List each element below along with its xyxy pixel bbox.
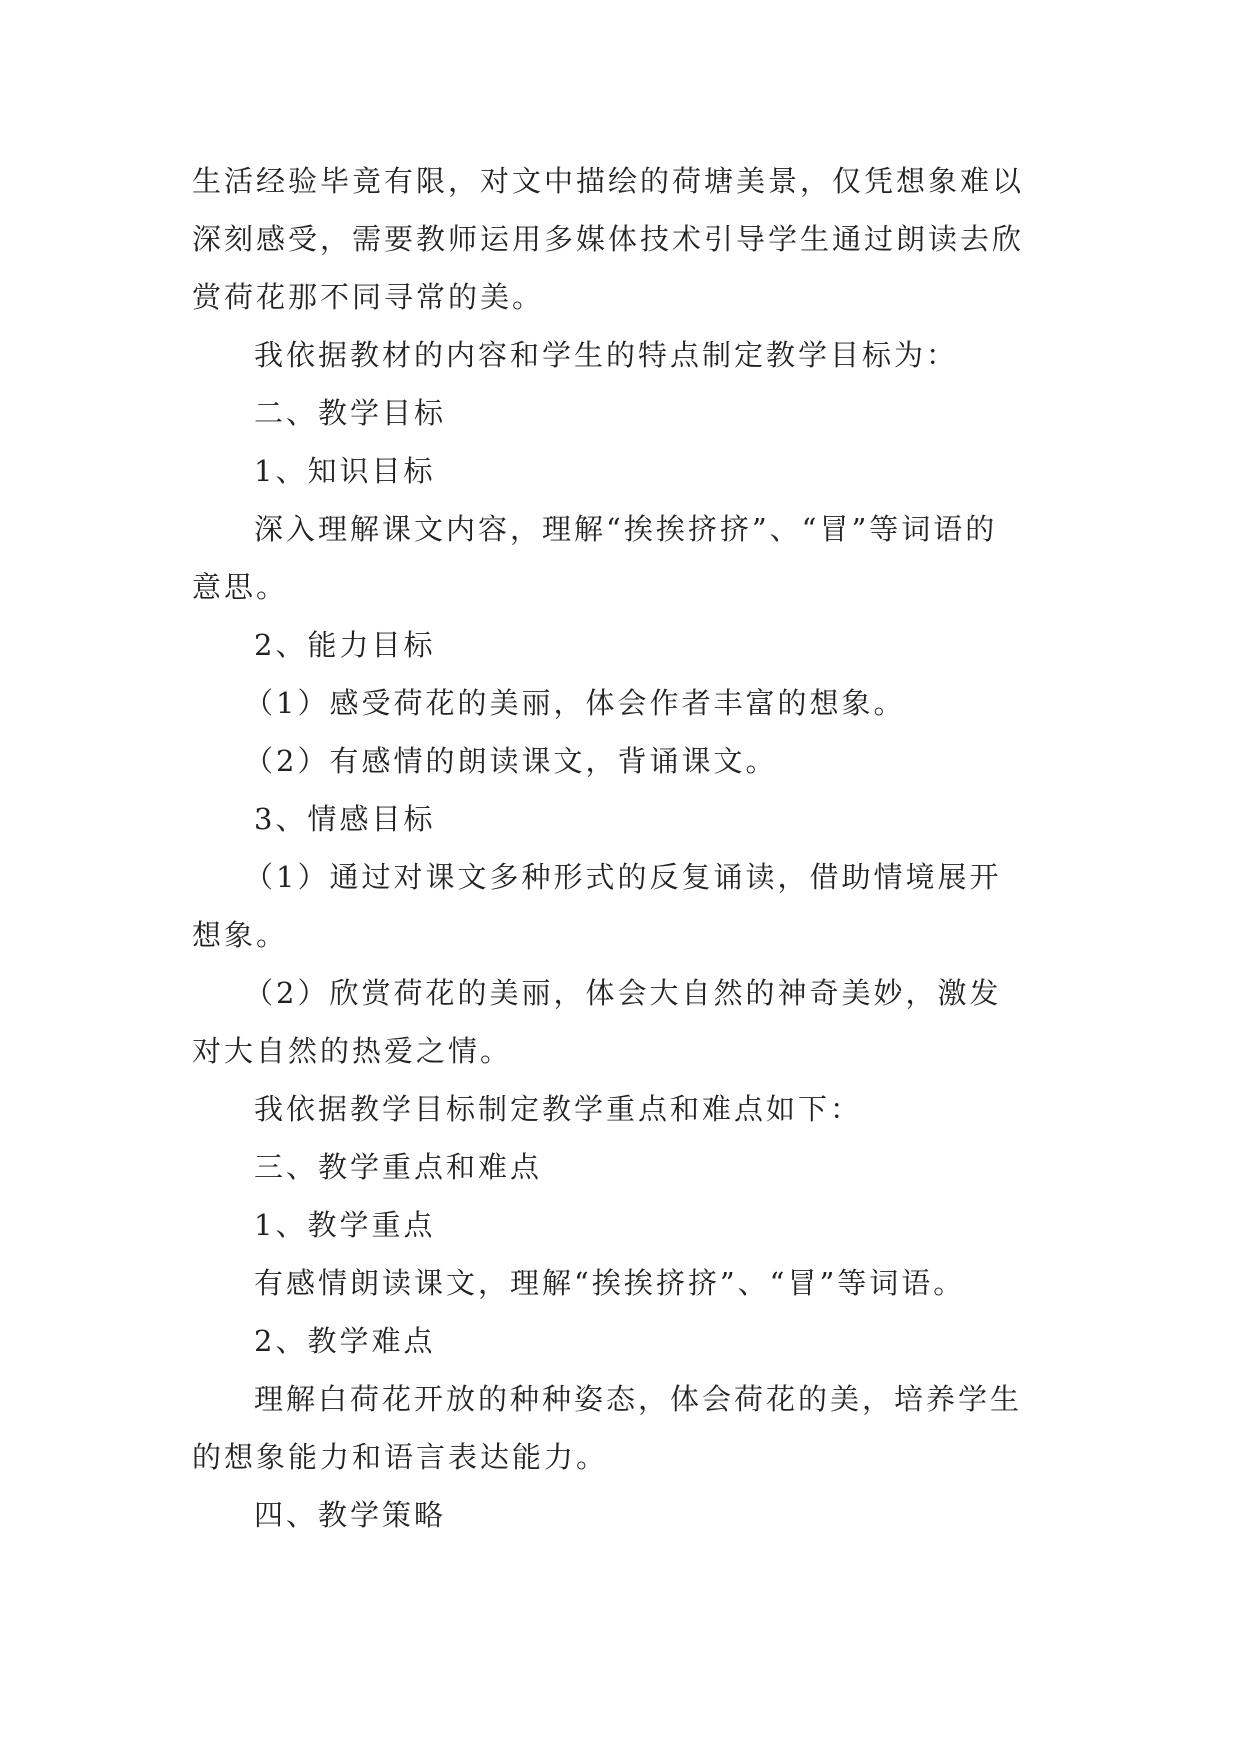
list-item: （1）通过对课文多种形式的反复诵读，借助情境展开 xyxy=(244,860,1002,894)
section-heading: 四、教学策略 xyxy=(254,1498,447,1532)
paragraph-line: 深刻感受，需要教师运用多媒体技术引导学生通过朗读去欣 xyxy=(192,222,1025,256)
paragraph-line: 对大自然的热爱之情。 xyxy=(192,1034,513,1068)
paragraph-line: 意思。 xyxy=(192,570,289,604)
paragraph-line: 深入理解课文内容，理解“挨挨挤挤”、“冒”等词语的 xyxy=(254,512,998,546)
list-item: （1）感受荷花的美丽，体会作者丰富的想象。 xyxy=(244,686,906,720)
subsection-heading: 2、能力目标 xyxy=(254,628,436,662)
list-item: （2）有感情的朗读课文，背诵课文。 xyxy=(244,744,778,778)
paragraph-line: 有感情朗读课文，理解“挨挨挤挤”、“冒”等词语。 xyxy=(254,1266,966,1300)
paragraph-line: 理解白荷花开放的种种姿态，体会荷花的美，培养学生 xyxy=(254,1382,1023,1416)
paragraph-line: 想象。 xyxy=(192,918,289,952)
subsection-heading: 3、情感目标 xyxy=(254,802,436,836)
paragraph-line: 生活经验毕竟有限，对文中描绘的荷塘美景，仅凭想象难以 xyxy=(192,164,1025,198)
subsection-heading: 2、教学难点 xyxy=(254,1324,436,1358)
document-body xyxy=(192,152,1052,1544)
section-heading: 二、教学目标 xyxy=(254,396,447,430)
paragraph-line: 的想象能力和语言表达能力。 xyxy=(192,1440,609,1474)
paragraph-line: 我依据教材的内容和学生的特点制定教学目标为： xyxy=(254,338,959,372)
list-item: （2）欣赏荷花的美丽，体会大自然的神奇美妙，激发 xyxy=(244,976,1002,1010)
subsection-heading: 1、知识目标 xyxy=(254,454,436,488)
paragraph-line: 我依据教学目标制定教学重点和难点如下： xyxy=(254,1092,863,1126)
paragraph-line: 赏荷花那不同寻常的美。 xyxy=(192,280,545,314)
subsection-heading: 1、教学重点 xyxy=(254,1208,436,1242)
section-heading: 三、教学重点和难点 xyxy=(254,1150,543,1184)
